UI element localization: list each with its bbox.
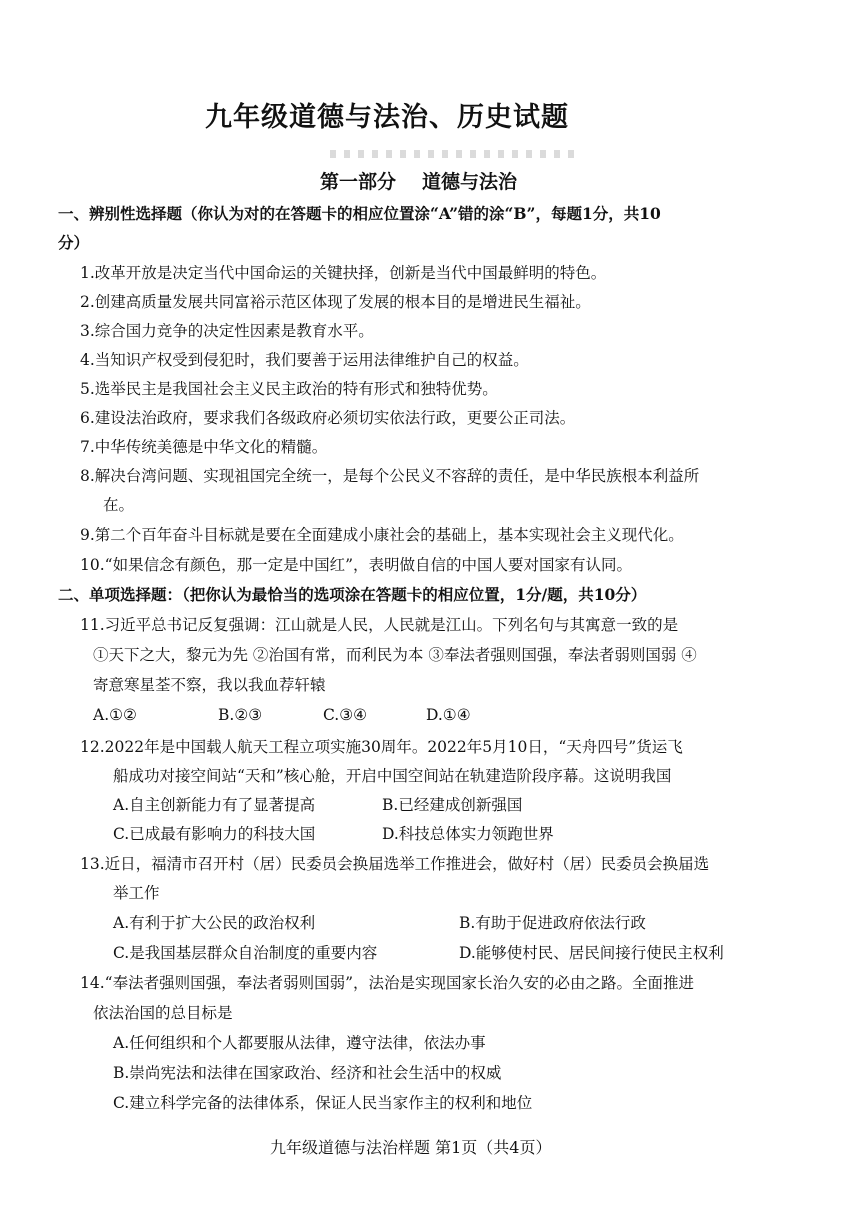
scan-smudge [330, 150, 580, 158]
part-subject: 道德与法治 [422, 171, 518, 193]
question-item: 6.建设法治政府，要求我们各级政府必须切实依法行政，更要公正司法。 [80, 409, 576, 427]
question-item: 3.综合国力竞争的决定性因素是教育水平。 [80, 322, 374, 340]
question-item-cont: 在。 [103, 496, 135, 514]
page-footer: 九年级道德与法治样题 第1页（共4页） [270, 1138, 552, 1157]
section1-header-cont: 分） [58, 233, 90, 252]
section1-header: 一、辨别性选择题（你认为对的在答题卡的相应位置涂“A”错的涂“B”，每题1分，共10 [58, 204, 661, 223]
part-heading [320, 167, 517, 194]
option-a[interactable]: A.①② [93, 706, 137, 724]
q11-stem-cont: ①天下之大，黎元为先 ②治国有常，而利民为本 ③奉法者强则国强，奉法者弱则国弱 ④ [93, 646, 697, 664]
question-item: 4.当知识产权受到侵犯时，我们要善于运用法律维护自己的权益。 [80, 351, 529, 369]
option-d[interactable]: D.能够使村民、居民间接行使民主权利 [459, 944, 724, 962]
question-item: 10.“如果信念有颜色，那一定是中国红”，表明做自信的中国人要对国家有认同。 [80, 556, 633, 574]
q12-options-row2 [113, 824, 554, 844]
q13-stem-cont: 举工作 [113, 884, 160, 902]
option-b[interactable]: B.已经建成创新强国 [382, 796, 523, 814]
option-c[interactable]: C.③④ [323, 706, 368, 724]
page-title: 九年级道德与法治、历史试题 [205, 102, 569, 133]
question-item: 8.解决台湾问题、实现祖国完全统一，是每个公民义不容辞的责任，是中华民族根本利益所 [80, 467, 700, 485]
q13-options-row1 [113, 913, 646, 933]
question-item: 9.第二个百年奋斗目标就是要在全面建成小康社会的基础上，基本实现社会主义现代化。 [80, 526, 684, 544]
q13-stem: 13.近日，福清市召开村（居）民委员会换届选举工作推进会，做好村（居）民委员会换届选 [80, 855, 710, 873]
part-number: 第一部分 [320, 171, 397, 193]
option-b[interactable]: B.有助于促进政府依法行政 [459, 914, 646, 932]
option-a[interactable]: A.有利于扩大公民的政治权利 [113, 914, 316, 932]
question-item: 2.创建高质量发展共同富裕示范区体现了发展的根本目的是增进民生福祉。 [80, 293, 591, 311]
question-item: 1.改革开放是决定当代中国命运的关键抉择，创新是当代中国最鲜明的特色。 [80, 264, 607, 282]
option-b[interactable]: B.崇尚宪法和法律在国家政治、经济和社会生活中的权威 [113, 1064, 502, 1082]
option-b[interactable]: B.②③ [218, 706, 263, 724]
section2-header: 二、单项选择题：（把你认为最恰当的选项涂在答题卡的相应位置，1分/题，共10分） [58, 585, 647, 604]
q11-options [93, 705, 471, 725]
q12-stem: 12.2022年是中国载人航天工程立项实施30周年。2022年5月10日，“天舟四号”货运飞 [80, 738, 683, 756]
option-a[interactable]: A.任何组织和个人都要服从法律，遵守法律，依法办事 [113, 1034, 486, 1052]
option-c[interactable]: C.是我国基层群众自治制度的重要内容 [113, 944, 378, 962]
question-item: 7.中华传统美德是中华文化的精髓。 [80, 438, 328, 456]
question-item: 5.选举民主是我国社会主义民主政治的特有形式和独特优势。 [80, 380, 498, 398]
option-d[interactable]: D.科技总体实力领跑世界 [382, 825, 554, 843]
option-a[interactable]: A.自主创新能力有了显著提高 [113, 796, 316, 814]
q11-stem-cont: 寄意寒星荃不察，我以我血荐轩辕 [93, 676, 326, 694]
option-d[interactable]: D.①④ [426, 706, 471, 724]
q12-options-row1 [113, 795, 522, 815]
option-c[interactable]: C.建立科学完备的法律体系，保证人民当家作主的权利和地位 [113, 1094, 533, 1112]
q14-stem: 14.“奉法者强则国强，奉法者弱则国弱”，法治是实现国家长治久安的必由之路。全面推进 [80, 974, 695, 992]
q11-stem: 11.习近平总书记反复强调：江山就是人民，人民就是江山。下列名句与其寓意一致的是 [80, 616, 679, 634]
q14-stem-cont: 依法治国的总目标是 [93, 1004, 233, 1022]
option-c[interactable]: C.已成最有影响力的科技大国 [113, 825, 316, 843]
q13-options-row2 [113, 943, 724, 963]
q12-stem-cont: 船成功对接空间站“天和”核心舱，开启中国空间站在轨建造阶段序幕。这说明我国 [113, 767, 672, 785]
